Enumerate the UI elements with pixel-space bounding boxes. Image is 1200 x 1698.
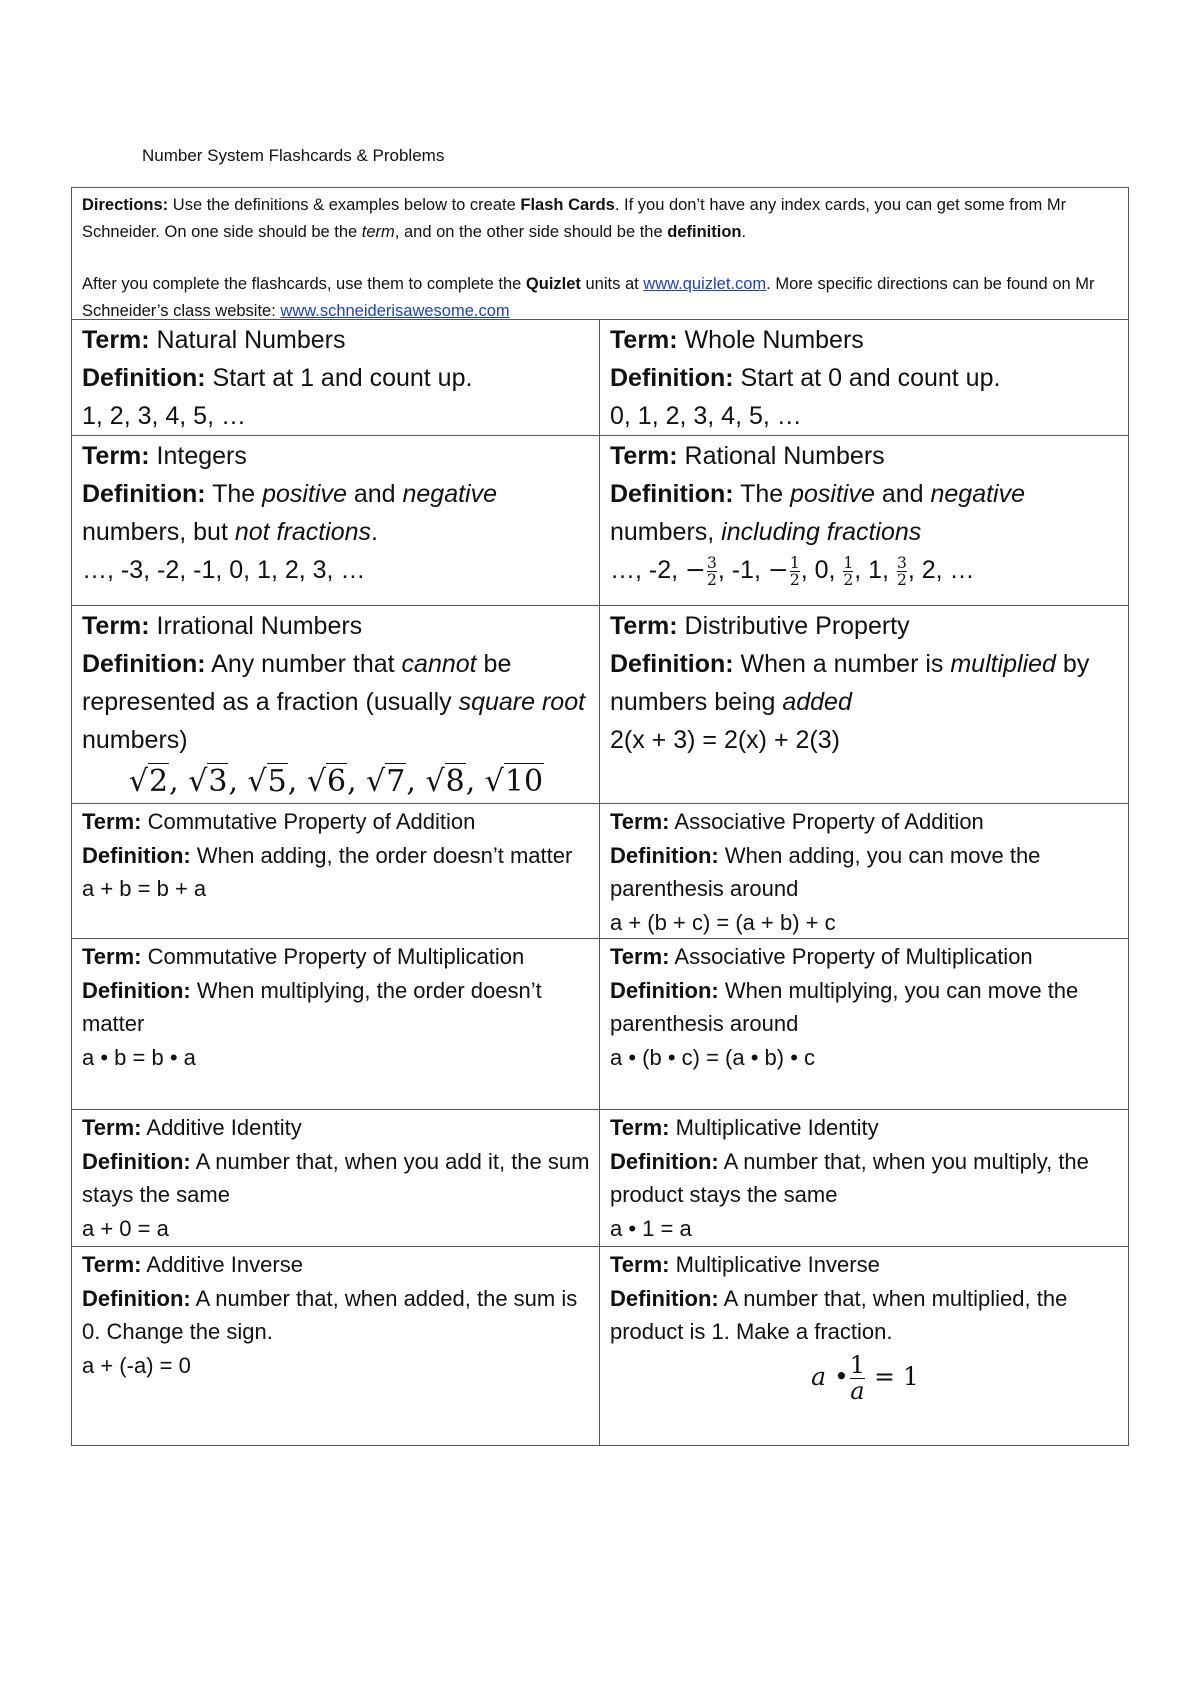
card-example: a • b = b • a [82, 1044, 196, 1070]
term-label: Term: [610, 944, 670, 969]
definition-label: Definition: [610, 364, 734, 392]
card-row [72, 1110, 1128, 1247]
card-commutative-multiplication: Term: Commutative Property of Multiplication Definition: When multiplying, the order doesn’t matter a • b = b • a [72, 939, 600, 1109]
reciprocal-formula: a • $\frac{1}{a}$ = 1 [811, 1350, 919, 1405]
fraction: $\frac{3}{2}$ [706, 553, 717, 589]
card-rational-numbers: Term: Rational Numbers Definition: The positive and negative numbers, including fractions …, -2, − $\frac{3}{2}$ , -1, − $\frac{1}{2}$ , 0, $\frac{1}{2}$ , 1, $\frac{3}{2}$ , 2, … [600, 436, 1128, 605]
term-label: Term: [610, 1252, 670, 1277]
directions-box [72, 188, 1128, 320]
square-root: √2 [128, 764, 169, 799]
square-root-examples: √2, √3, √5, √6, √7, √8, √10 [128, 764, 544, 799]
card-additive-identity: Term: Additive Identity Definition: A number that, when you add it, the sum stays the same a + 0 = a [72, 1110, 600, 1246]
definition-label: Definition: [610, 650, 734, 678]
card-additive-inverse: Term: Additive Inverse Definition: A number that, when added, the sum is 0. Change the sign. a + (-a) = 0 [72, 1247, 600, 1445]
fraction: $\frac{1}{a}$ [849, 1350, 866, 1405]
card-associative-multiplication: Term: Associative Property of Multiplication Definition: When multiplying, you can move the parenthesis around a • (b • c) = (a • b) • c [600, 939, 1128, 1109]
square-root: √5 [247, 764, 287, 799]
directions-paragraph-1: Directions: Use the definitions & examples below to create Flash Cards. If you don’t have any index cards, you can get some from Mr Schneider. On one side should be the term, and on the other side should be the definition. [82, 196, 1067, 241]
fraction: $\frac{1}{2}$ [843, 553, 854, 589]
card-example: 1, 2, 3, 4, 5, … [82, 402, 246, 430]
definition-label: Definition: [82, 364, 206, 392]
card-row [72, 804, 1128, 939]
definition-label: Definition: [610, 977, 719, 1003]
card-row [72, 320, 1128, 436]
definition-label: Definition: [82, 1285, 191, 1311]
card-example: …, -2, − $\frac{3}{2}$ , -1, − $\frac{1}{2}$ , 0, $\frac{1}{2}$ , 1, $\frac{3}{2}$ , 2, … [610, 553, 975, 589]
card-example: a + b = b + a [82, 876, 207, 901]
card-multiplicative-identity: Term: Multiplicative Identity Definition: A number that, when you multiply, the product stays the same a • 1 = a [600, 1110, 1128, 1246]
term-label: Term: [82, 944, 142, 969]
fraction: $\frac{1}{2}$ [789, 553, 800, 589]
term-label: Term: [82, 326, 150, 354]
directions-paragraph-2: After you complete the flashcards, use them to complete the Quizlet units at www.quizlet.com. More specific directions can be found on Mr Schneider’s class website: www.schneiderisawesome.com [82, 275, 1095, 320]
card-associative-addition: Term: Associative Property of Addition Definition: When adding, you can move the parenthesis around a + (b + c) = (a + b) + c [600, 804, 1128, 938]
definition-label: Definition: [610, 842, 719, 868]
term-label: Term: [610, 612, 678, 640]
card-row [72, 436, 1128, 606]
page-title: Number System Flashcards & Problems [142, 146, 445, 165]
term-label: Term: [610, 442, 678, 470]
definition-label: Definition: [82, 1148, 191, 1174]
card-example: a + (-a) = 0 [82, 1352, 191, 1378]
card-example: a • (b • c) = (a • b) • c [610, 1044, 816, 1070]
square-root: √7 [366, 764, 406, 799]
definition-label: Definition: [610, 1148, 719, 1174]
square-root: √3 [188, 764, 228, 799]
card-integers: Term: Integers Definition: The positive and negative numbers, but not fractions. …, -3, -2, -1, 0, 1, 2, 3, … [72, 436, 600, 605]
card-example: …, -3, -2, -1, 0, 1, 2, 3, … [82, 556, 366, 584]
term-label: Term: [82, 1252, 142, 1277]
card-row [72, 1247, 1128, 1445]
card-multiplicative-inverse: Term: Multiplicative Inverse Definition: A number that, when multiplied, the product is 1. Make a fraction. a • $\frac{1}{a}$ = 1 [600, 1247, 1128, 1445]
definition-label: Definition: [82, 480, 206, 508]
square-root: √10 [484, 764, 544, 799]
card-example: a + (b + c) = (a + b) + c [610, 909, 836, 935]
definition-label: Definition: [82, 977, 191, 1003]
definition-label: Definition: [610, 1285, 719, 1311]
fraction: $\frac{3}{2}$ [896, 553, 907, 589]
square-root: √6 [306, 764, 347, 799]
card-irrational-numbers: Term: Irrational Numbers Definition: Any number that cannot be represented as a fraction (usually square root numbers) √2, √3, √5, √6, √7, √8, √10 [72, 606, 600, 803]
term-label: Term: [82, 1115, 142, 1140]
square-root: √8 [425, 764, 465, 799]
card-commutative-addition: Term: Commutative Property of Addition Definition: When adding, the order doesn’t matter a + b = b + a [72, 804, 600, 938]
term-label: Term: [82, 612, 150, 640]
term-label: Term: [610, 809, 670, 834]
card-natural-numbers: Term: Natural Numbers Definition: Start at 1 and count up. 1, 2, 3, 4, 5, … [72, 320, 600, 435]
term-label: Term: [82, 442, 150, 470]
term-label: Term: [82, 809, 142, 834]
class-website-link[interactable]: www.schneiderisawesome.com [280, 302, 510, 320]
card-row [72, 606, 1128, 804]
definition-label: Definition: [82, 842, 191, 868]
card-row [72, 939, 1128, 1110]
directions-label: Directions: [82, 196, 169, 214]
card-example: a • 1 = a [610, 1215, 692, 1241]
card-example: 0, 1, 2, 3, 4, 5, … [610, 402, 802, 430]
term-label: Term: [610, 326, 678, 354]
definition-label: Definition: [610, 480, 734, 508]
flashcard-table [71, 187, 1129, 1446]
card-distributive-property: Term: Distributive Property Definition: When a number is multiplied by numbers being added 2(x + 3) = 2(x) + 2(3) [600, 606, 1128, 803]
card-example: a + 0 = a [82, 1215, 169, 1241]
card-example: 2(x + 3) = 2(x) + 2(3) [610, 726, 840, 754]
quizlet-link[interactable]: www.quizlet.com [643, 275, 767, 293]
definition-label: Definition: [82, 650, 206, 678]
term-label: Term: [610, 1115, 670, 1140]
card-whole-numbers: Term: Whole Numbers Definition: Start at 0 and count up. 0, 1, 2, 3, 4, 5, … [600, 320, 1128, 435]
